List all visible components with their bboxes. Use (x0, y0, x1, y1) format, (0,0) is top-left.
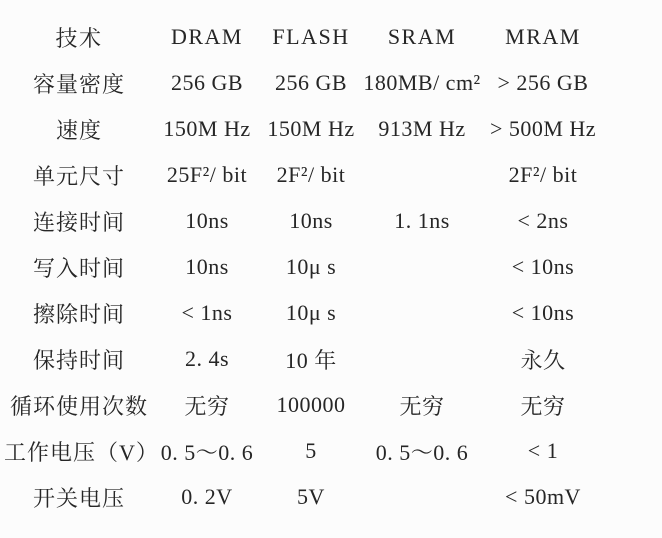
row-label: 容量密度 (32, 71, 125, 97)
table-cell: 180MB/ cm² (363, 70, 481, 95)
table-header-row (4, 14, 604, 60)
table-cell: 无穷 (184, 393, 230, 419)
table-cell: 150M Hz (163, 116, 251, 141)
table-cell: < 50mV (505, 484, 581, 509)
table-row-write-time (4, 244, 604, 290)
table-cell: 1. 1ns (394, 208, 450, 233)
table-cell (362, 290, 482, 336)
table-cell: < 10ns (511, 254, 575, 279)
table-cell: 5V (297, 484, 325, 509)
table-cell: 0. 5～0. 6 (160, 439, 254, 465)
table-cell: 10μ s (285, 254, 337, 279)
table-cell: 0. 5～0. 6 (375, 439, 469, 465)
table-cell: < 1ns (181, 300, 233, 325)
table-cell: 256 GB (170, 70, 244, 95)
table-cell: 无穷 (399, 393, 445, 419)
table-cell: 10 年 (285, 347, 337, 373)
table-row-endurance-cycles (4, 382, 604, 428)
row-label: 保持时间 (32, 347, 125, 373)
table-cell: < 10ns (511, 300, 575, 325)
table-cell: < 2ns (517, 208, 569, 233)
comparison-table (4, 14, 604, 520)
row-label: 写入时间 (32, 255, 125, 281)
table-row-retention-time (4, 336, 604, 382)
table-cell (362, 152, 482, 198)
table-cell: 0. 2V (181, 484, 233, 509)
table-row-speed (4, 106, 604, 152)
table-cell: 10ns (289, 208, 333, 233)
column-header-sram: SRAM (387, 24, 457, 49)
table-cell: 10ns (185, 208, 229, 233)
row-label: 擦除时间 (32, 301, 125, 327)
column-header-flash: FLASH (272, 24, 350, 49)
table-cell: 2. 4s (184, 346, 230, 371)
table-cell: 913M Hz (378, 116, 466, 141)
table-row-cell-size (4, 152, 604, 198)
row-label: 单元尺寸 (32, 163, 125, 189)
table-cell: 永久 (520, 347, 566, 373)
row-label: 工作电压（V） (4, 439, 159, 465)
table-cell: 10μ s (285, 300, 337, 325)
table-cell: 2F²/ bit (508, 162, 578, 187)
table-cell: > 500M Hz (489, 116, 597, 141)
table-cell (362, 336, 482, 382)
table-cell: 5 (305, 438, 317, 463)
row-label: 连接时间 (32, 209, 125, 235)
table-cell: 150M Hz (267, 116, 355, 141)
table-row-switching-voltage (4, 474, 604, 520)
row-label: 循环使用次数 (9, 393, 148, 419)
table-row-capacity-density (4, 60, 604, 106)
table-row-erase-time (4, 290, 604, 336)
table-cell: 100000 (276, 392, 346, 417)
table-row-operating-voltage (4, 428, 604, 474)
row-label: 开关电压 (32, 485, 125, 511)
table-cell (362, 474, 482, 520)
table-cell: 无穷 (520, 393, 566, 419)
table-cell: 2F²/ bit (276, 162, 346, 187)
table-cell: 25F²/ bit (166, 162, 248, 187)
table-row-access-time (4, 198, 604, 244)
header-technology-label: 技术 (55, 25, 103, 51)
row-label: 速度 (55, 117, 102, 143)
table-cell (362, 244, 482, 290)
table-cell: 10ns (185, 254, 229, 279)
table-cell: > 256 GB (497, 70, 589, 95)
table-cell: < 1 (527, 438, 559, 463)
column-header-mram: MRAM (505, 24, 581, 49)
column-header-dram: DRAM (170, 24, 243, 49)
table-cell: 256 GB (274, 70, 348, 95)
